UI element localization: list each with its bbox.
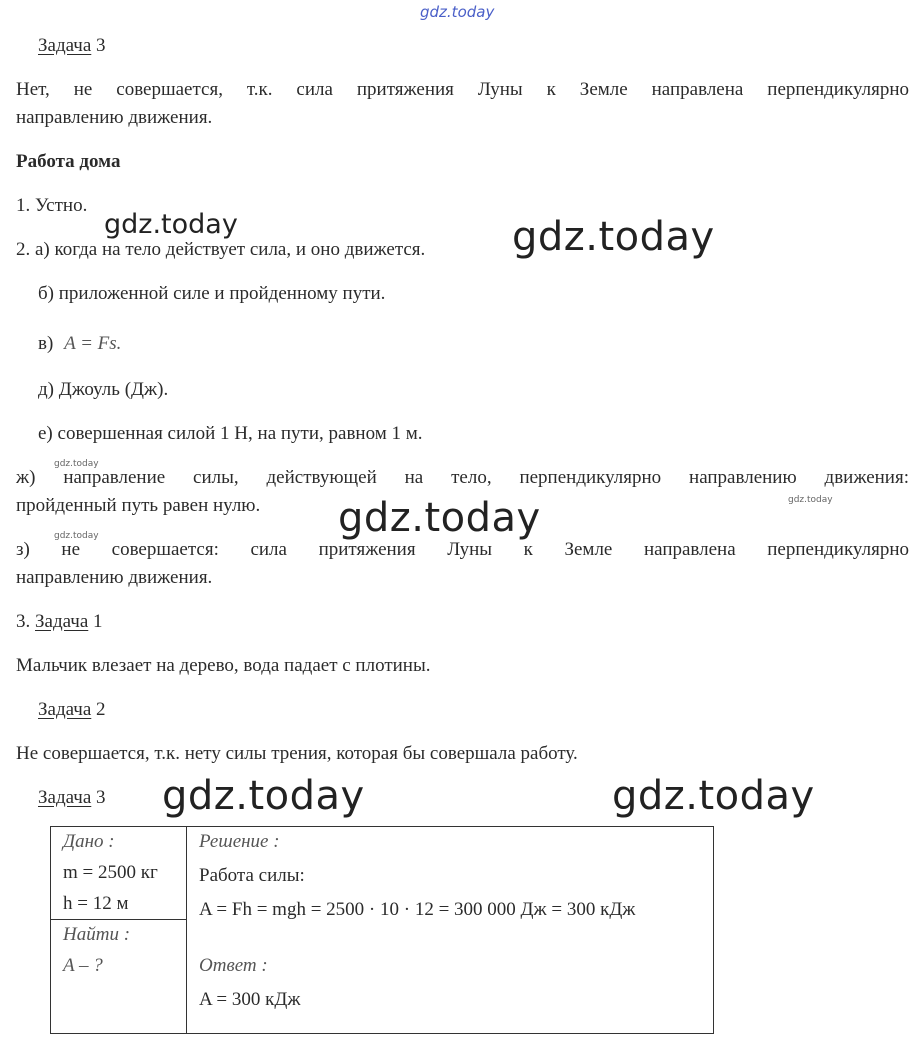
item-2zh-line2: пройденный путь равен нулю. bbox=[16, 495, 261, 516]
watermark-big: gdz.today bbox=[612, 773, 815, 819]
task-number: 3 bbox=[96, 35, 106, 56]
solution-formula: A = Fh = mgh = 2500 · 10 · 12 = 300 000 Дж = 300 кДж bbox=[199, 899, 636, 920]
solution-cell bbox=[187, 827, 714, 1034]
watermark-small: gdz.today bbox=[788, 495, 833, 505]
answer-line: Нет, не совершается, т.к. сила притяжения Луны к Земле направлена перпендикулярно bbox=[16, 79, 909, 100]
item-2zh bbox=[16, 466, 909, 490]
solution-label: Решение : bbox=[199, 831, 280, 852]
task-label: Задача bbox=[38, 699, 92, 720]
find-label: Найти : bbox=[63, 924, 131, 945]
item-line: ж) направление силы, действующей на тело, перпендикулярно направлению движения: bbox=[16, 467, 909, 488]
item-1: 1. Устно. bbox=[16, 195, 88, 216]
task-number: 3 bbox=[96, 787, 106, 808]
solution-table bbox=[50, 826, 714, 1034]
find-value: A – ? bbox=[63, 955, 103, 976]
given-h: h = 12 м bbox=[63, 893, 129, 914]
item-3-task1-heading bbox=[16, 610, 103, 634]
task-label: Задача bbox=[38, 35, 92, 56]
item-2d: д) Джоуль (Дж). bbox=[38, 379, 169, 400]
watermark-small: gdz.today bbox=[54, 531, 99, 541]
find-cell bbox=[51, 920, 187, 1034]
watermark-big: gdz.today bbox=[162, 773, 365, 819]
homework-heading: Работа дома bbox=[16, 151, 121, 172]
given-cell bbox=[51, 827, 187, 920]
task-label: Задача bbox=[35, 611, 89, 632]
item-2e: е) совершенная силой 1 Н, на пути, равном 1 м. bbox=[38, 423, 423, 444]
item-2b: б) приложенной силе и пройденному пути. bbox=[38, 283, 386, 304]
watermark-mid: gdz.today bbox=[104, 209, 238, 240]
solution-text: Работа силы: bbox=[199, 865, 305, 886]
task-label: Задача bbox=[38, 787, 92, 808]
item-2z-line2: направлению движения. bbox=[16, 567, 213, 588]
item-prefix: 3. bbox=[16, 611, 31, 632]
watermark-big: gdz.today bbox=[512, 214, 715, 260]
answer-label: Ответ : bbox=[199, 955, 268, 976]
given-m: m = 2500 кг bbox=[63, 862, 158, 883]
answer-line-2: направлению движения. bbox=[16, 107, 213, 128]
watermark-top: gdz.today bbox=[420, 3, 495, 21]
task2-heading bbox=[38, 698, 106, 722]
given-label: Дано : bbox=[63, 831, 115, 852]
watermark-big: gdz.today bbox=[338, 495, 541, 541]
task3-heading-part1 bbox=[38, 34, 106, 58]
task3-heading bbox=[38, 786, 106, 810]
task-number: 1 bbox=[93, 611, 103, 632]
answer-value: A = 300 кДж bbox=[199, 989, 301, 1010]
task2-answer: Не совершается, т.к. нету силы трения, которая бы совершала работу. bbox=[16, 743, 578, 764]
watermark-small: gdz.today bbox=[54, 459, 99, 469]
item-prefix: в) bbox=[38, 333, 54, 354]
formula: A = Fs. bbox=[64, 333, 122, 354]
item-2a: 2. а) когда на тело действует сила, и оно движется. bbox=[16, 239, 426, 260]
item-2z bbox=[16, 538, 909, 562]
item-line: з) не совершается: сила притяжения Луны к Земле направлена перпендикулярно bbox=[16, 539, 909, 560]
item-2v bbox=[38, 332, 121, 356]
task3-answer-part1 bbox=[16, 78, 909, 102]
task1-answer: Мальчик влезает на дерево, вода падает с плотины. bbox=[16, 655, 431, 676]
task-number: 2 bbox=[96, 699, 106, 720]
